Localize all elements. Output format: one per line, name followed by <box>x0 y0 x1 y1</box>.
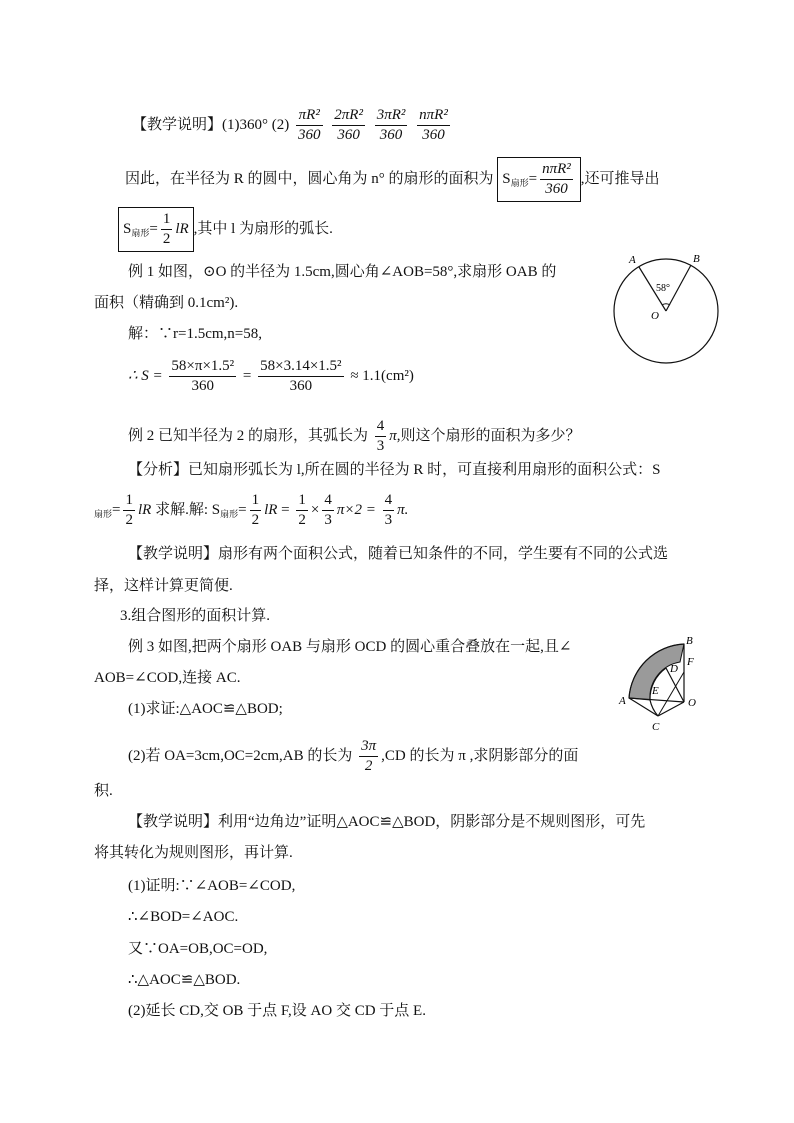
sector-area-formula-box: $S_{扇形}=$ $\frac{\text{nπR²}}{360}$ <box>497 157 581 202</box>
example-1-solution: 解：∵r=1.5cm,n=58, <box>128 326 262 342</box>
arc-formula-line: $S_{扇形}=$ $\frac{1}{2}$ lR ,其中 l 为扇形的弧长. <box>118 207 333 252</box>
label-A: A <box>629 254 636 266</box>
example-1-line-2: 面积（精确到 0.1cm²). <box>94 295 239 311</box>
figure-overlapping-sectors <box>614 628 704 738</box>
label-E: E <box>652 685 659 697</box>
example-1-line-1: 例 1 如图，⊙O 的半径为 1.5cm,圆心角∠AOB=58°,求扇形 OAB 的 <box>128 264 557 280</box>
fraction: $\frac{\text{πR²}}{360}$ <box>298 107 321 143</box>
example-3-question-2-end: 积. <box>94 783 113 799</box>
label-B: B <box>693 253 700 265</box>
sector-formula-intro: 因此，在半径为 R 的圆中，圆心角为 n° 的扇形的面积为 $S_{扇形}=$ $\frac{\text{nπR²}}{360}$ ,还可推导出 <box>125 157 660 202</box>
label-D: D <box>670 663 678 675</box>
example-2: 例 2 已知半径为 2 的扇形，其弧长为 $\frac{4}{3}$ π,则这个扇形的面积为多少？ <box>128 418 581 454</box>
proof-line-2: ∴∠BOD=∠AOC. <box>128 909 239 925</box>
label-A: A <box>619 695 626 707</box>
arc-area-formula-box: $S_{扇形}=$ $\frac{1}{2}$ lR <box>118 207 194 252</box>
figure-circle-sector <box>606 248 726 368</box>
label-O: O <box>688 697 696 709</box>
example-1-calculation: ∴ S = $\frac{\text{58×π×1.5²}}{360}$ = $\frac{\text{58×3.14×1.5²}}{360}$ ≈ 1.1(cm²) <box>128 358 414 394</box>
label-F: F <box>687 656 694 668</box>
teaching-note-2-line-2: 择，这样计算更简便. <box>94 578 233 594</box>
angle-label: 58° <box>656 283 670 294</box>
example-3-question-1: (1)求证:△AOC≌△BOD; <box>128 701 283 717</box>
example-3-line-1: 例 3 如图,把两个扇形 OAB 与扇形 OCD 的圆心重合叠放在一起,且∠ <box>128 639 572 655</box>
analysis-line-2: $_{扇形}$= $\frac{1}{2}$ lR 求解.解: $S_{扇形}=$ $\frac{1}{2}$ lR = $\frac{1}{2}$ × $\frac{4}{3}$ π×2 = $\frac{4}{3}$ π. <box>94 492 409 528</box>
teaching-note-3-line-1: 【教学说明】利用“边角边”证明△AOC≌△BOD，阴影部分是不规则图形，可先 <box>128 814 646 830</box>
label-C: C <box>652 721 660 733</box>
example-3-question-2: (2)若 OA=3cm,OC=2cm,AB 的长为 $\frac{3\pi}{2}$ ,CD 的长为 π ,求阴影部分的面 <box>128 738 579 774</box>
proof-line-1: (1)证明:∵∠AOB=∠COD, <box>128 878 296 894</box>
example-3-line-2: AOB=∠COD,连接 AC. <box>94 670 241 686</box>
section-heading: 3.组合图形的面积计算. <box>120 608 271 624</box>
teaching-note-3-line-2: 将其转化为规则图形，再计算. <box>94 845 293 861</box>
label-O: O <box>651 310 659 322</box>
label-B: B <box>686 635 693 647</box>
teaching-note-1: 【教学说明】(1)360° (2) $\frac{\text{πR²}}{360}$ $\frac{\text{2πR²}}{360}$ $\frac{\text{3πR²}}{360}$ $\frac{\text{nπR²}}{360}$ <box>132 107 448 143</box>
teaching-note-2-line-1: 【教学说明】扇形有两个面积公式，随着已知条件的不同，学生要有不同的公式选 <box>128 546 669 562</box>
fraction: $\frac{\text{2πR²}}{360}$ <box>334 107 363 143</box>
fraction: $\frac{\text{3πR²}}{360}$ <box>376 107 406 143</box>
analysis-line-1: 【分析】已知扇形弧长为 l,所在圆的半径为 R 时，可直接利用扇形的面积公式：S <box>128 462 661 478</box>
proof-line-3: 又∵OA=OB,OC=OD, <box>128 941 268 957</box>
fraction: $\frac{\text{nπR²}}{360}$ <box>419 107 448 143</box>
proof-line-5: (2)延长 CD,交 OB 于点 F,设 AO 交 CD 于点 E. <box>128 1003 426 1019</box>
proof-line-4: ∴△AOC≌△BOD. <box>128 972 241 988</box>
